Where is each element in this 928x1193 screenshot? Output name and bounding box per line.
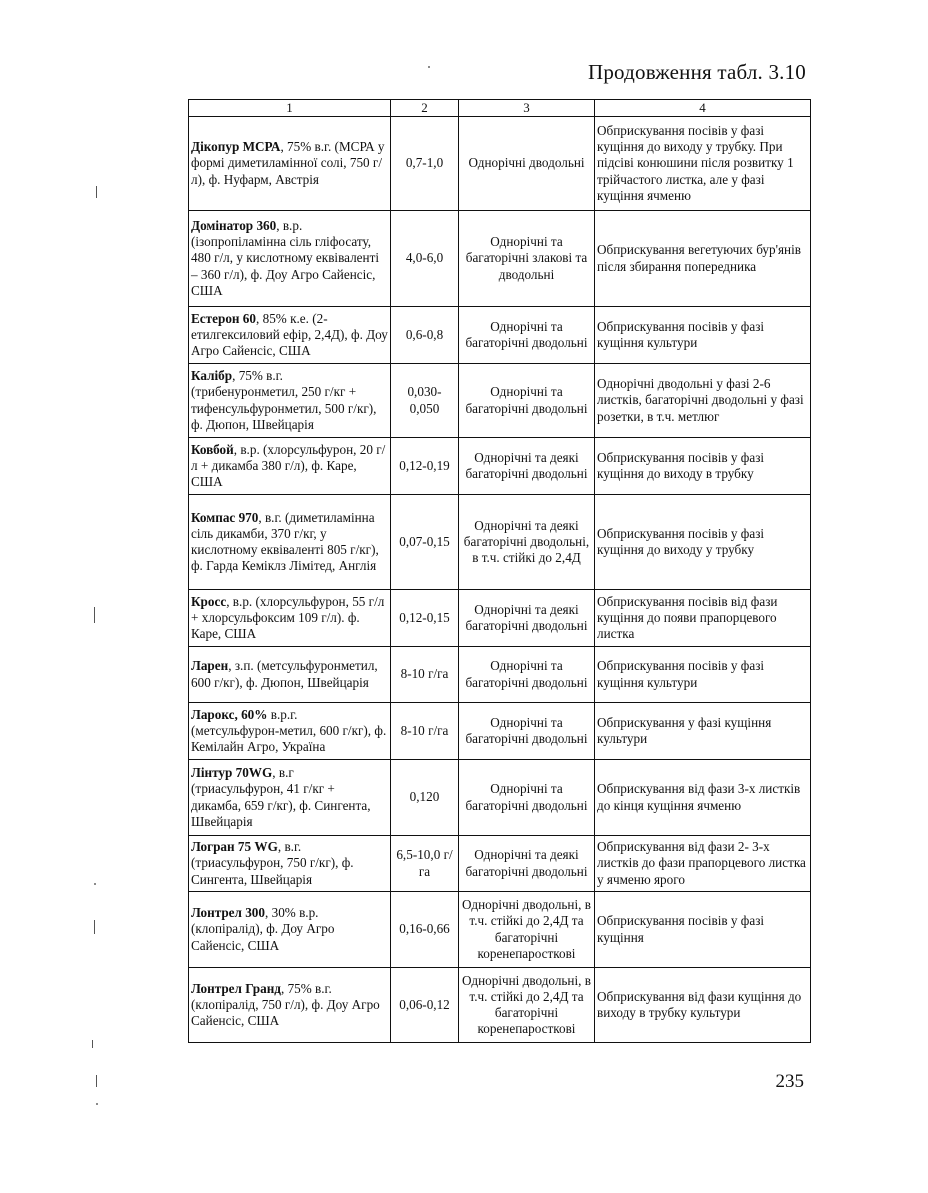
herbicide-name-cell	[189, 892, 391, 968]
scan-artifact	[92, 1040, 93, 1048]
target-weeds: Однорічні та багаторічні дводольні	[459, 703, 595, 760]
scan-artifact	[94, 607, 95, 623]
herbicide-details: , в.р. (хлорсульфурон, 20 г/л + дикамба 380 г/л), ф. Каре, США	[191, 441, 386, 490]
herbicide-name: Калібр	[191, 368, 233, 384]
application-rate: 0,6-0,8	[391, 307, 459, 364]
application-timing: Обприскування посівів у фазі кущіння культури	[595, 647, 811, 703]
application-rate: 0,07-0,15	[391, 495, 459, 590]
table-row	[189, 647, 811, 703]
herbicide-name: Ларен	[191, 658, 229, 674]
table-row	[189, 438, 811, 495]
application-timing: Обприскування у фазі кущіння культури	[595, 703, 811, 760]
application-timing: Обприскування вегетуючих бур'янів після збирання попередника	[595, 211, 811, 307]
table-row	[189, 760, 811, 836]
table-row	[189, 968, 811, 1043]
application-rate: 8-10 г/га	[391, 703, 459, 760]
target-weeds: Однорічні та деякі багаторічні дводольні	[459, 590, 595, 647]
table-row	[189, 590, 811, 647]
application-rate: 6,5-10,0 г/га	[391, 836, 459, 892]
table-row	[189, 307, 811, 364]
herbicide-name: Лонтрел Гранд	[191, 980, 281, 996]
scan-artifact	[94, 920, 95, 934]
herbicide-details: , в.р. (ізопропіламінна сіль гліфосату, 480 г/л, у кислотному еквіваленті – 360 г/л), ф. Доу Агро Сайенсіс, США	[191, 218, 380, 298]
application-timing: Обприскування від фази 3-х листків до кінця кущіння ячменю	[595, 760, 811, 836]
herbicide-details: , 85% к.е. (2-етилгексиловий ефір, 2,4Д), ф. Доу Агро Сайенсіс, США	[191, 310, 388, 359]
scan-artifact	[96, 1075, 97, 1087]
herbicide-name-cell	[189, 495, 391, 590]
target-weeds: Однорічні дводольні	[459, 117, 595, 211]
herbicide-details: , з.п. (метсульфуронметил, 600 г/кг), ф. Дюпон, Швейцарія	[191, 658, 378, 690]
table-row	[189, 495, 811, 590]
herbicide-details: , 30% в.р. (клопіралід), ф. Доу Агро Сайенсіс, США	[191, 905, 335, 953]
herbicide-name-cell	[189, 968, 391, 1043]
target-weeds: Однорічні та багаторічні злакові та дводольні	[459, 211, 595, 307]
target-weeds: Однорічні та багаторічні дводольні	[459, 647, 595, 703]
herbicide-details: , в.р. (хлорсульфурон, 55 г/л + хлорсульфоксим 109 г/л). ф. Каре, США	[191, 593, 385, 642]
table-row	[189, 892, 811, 968]
scan-artifact	[96, 186, 97, 198]
table-row	[189, 364, 811, 438]
application-timing: Обприскування від фази кущіння до виходу в трубку культури	[595, 968, 811, 1043]
application-timing: Обприскування посівів у фазі кущіння до виходу в трубку	[595, 438, 811, 495]
herbicide-name-cell	[189, 647, 391, 703]
application-rate: 0,12-0,19	[391, 438, 459, 495]
herbicide-name-cell	[189, 307, 391, 364]
application-rate: 8-10 г/га	[391, 647, 459, 703]
herbicide-details: , в.г. (триасульфурон, 750 г/кг), ф. Сингента, Швейцарія	[191, 839, 354, 887]
target-weeds: Однорічні та деякі багаторічні дводольні	[459, 438, 595, 495]
herbicide-name-cell	[189, 703, 391, 760]
herbicide-details: , в.г (триасульфурон, 41 г/кг + дикамба, 659 г/кг), ф. Сингента, Швейцарія	[191, 765, 371, 829]
herbicide-name: Ларокс, 60%	[191, 706, 268, 722]
application-timing: Обприскування посівів у фазі кущіння до виходу у трубку. При підсіві конюшини після розвитку 1 трійчастого листка, але у фазі кущіння ячменю	[595, 117, 811, 211]
page-number: 235	[775, 1071, 804, 1092]
herbicide-name: Лінтур 70WG	[191, 765, 273, 781]
column-header: 2	[391, 100, 459, 117]
herbicide-details: , 75% в.г. (клопіралід, 750 г/л), ф. Доу Агро Сайенсіс, США	[191, 980, 380, 1029]
application-rate: 0,12-0,15	[391, 590, 459, 647]
target-weeds: Однорічні та багаторічні дводольні	[459, 760, 595, 836]
target-weeds: Однорічні та багаторічні дводольні	[459, 364, 595, 438]
herbicide-name-cell	[189, 760, 391, 836]
table-row	[189, 211, 811, 307]
application-rate: 0,120	[391, 760, 459, 836]
column-header: 1	[189, 100, 391, 117]
herbicide-details: , 75% в.г. (МСРА у формі диметиламінної солі, 750 г/л), ф. Нуфарм, Австрія	[191, 139, 385, 187]
scan-artifact	[96, 1103, 98, 1105]
application-timing: Обприскування від фази 2- 3-х листків до фази прапорцевого листка у ячменю ярого	[595, 836, 811, 892]
application-timing: Однорічні дводольні у фазі 2-6 листків, багаторічні дводольні у фазі розетки, в т.ч. метлюг	[595, 364, 811, 438]
scan-artifact	[428, 66, 430, 68]
target-weeds: Однорічні та деякі багаторічні дводольні, в т.ч. стійкі до 2,4Д	[459, 495, 595, 590]
herbicide-name-cell	[189, 211, 391, 307]
herbicide-details: , в.г. (диметиламінна сіль дикамби, 370 г/кг, у кислотному еквіваленті 805 г/кг), ф. Гарда Кеміклз Лімітед, Англія	[191, 509, 379, 574]
target-weeds: Однорічні дводольні, в т.ч. стійкі до 2,4Д та багаторічні коренепаросткові	[459, 892, 595, 968]
table-header-row	[189, 100, 811, 117]
table-row	[189, 117, 811, 211]
application-rate: 4,0-6,0	[391, 211, 459, 307]
herbicide-details: в.р.г. (метсульфурон-метил, 600 г/кг), ф. Кемілайн Агро, Україна	[191, 706, 387, 755]
application-timing: Обприскування посівів у фазі кущіння до виходу у трубку	[595, 495, 811, 590]
column-header: 4	[595, 100, 811, 117]
table-row	[189, 836, 811, 892]
herbicide-name: Домінатор 360	[191, 218, 277, 234]
herbicide-name: Компас 970	[191, 509, 259, 525]
application-rate: 0,030-0,050	[391, 364, 459, 438]
column-header: 3	[459, 100, 595, 117]
herbicide-name: Ковбой	[191, 441, 234, 457]
application-timing: Обприскування посівів від фази кущіння до появи прапорцевого листка	[595, 590, 811, 647]
application-timing: Обприскування посівів у фазі кущіння культури	[595, 307, 811, 364]
herbicide-details: , 75% в.г. (трибенуронметил, 250 г/кг + тифенсульфуронметил, 500 г/кг), ф. Дюпон, Швейцарія	[191, 368, 377, 432]
herbicide-name-cell	[189, 836, 391, 892]
target-weeds: Однорічні та деякі багаторічні дводольні	[459, 836, 595, 892]
target-weeds: Однорічні дводольні, в т.ч. стійкі до 2,4Д та багаторічні коренепаросткові	[459, 968, 595, 1043]
herbicide-name: Дікопур МСРА	[191, 139, 281, 155]
application-rate: 0,16-0,66	[391, 892, 459, 968]
scan-artifact	[94, 883, 96, 885]
herbicide-name: Естерон 60	[191, 310, 256, 326]
application-rate: 0,06-0,12	[391, 968, 459, 1043]
herbicide-name: Лонтрел 300	[191, 905, 265, 921]
herbicide-table	[188, 99, 811, 1043]
page-header: Продовження табл. 3.10	[587, 60, 806, 84]
herbicide-name: Логран 75 WG	[191, 839, 278, 855]
herbicide-name-cell	[189, 590, 391, 647]
herbicide-name: Кросс	[191, 593, 227, 609]
application-timing: Обприскування посівів у фазі кущіння	[595, 892, 811, 968]
target-weeds: Однорічні та багаторічні дводольні	[459, 307, 595, 364]
herbicide-name-cell	[189, 438, 391, 495]
application-rate: 0,7-1,0	[391, 117, 459, 211]
table-row	[189, 703, 811, 760]
herbicide-name-cell	[189, 364, 391, 438]
herbicide-name-cell	[189, 117, 391, 211]
